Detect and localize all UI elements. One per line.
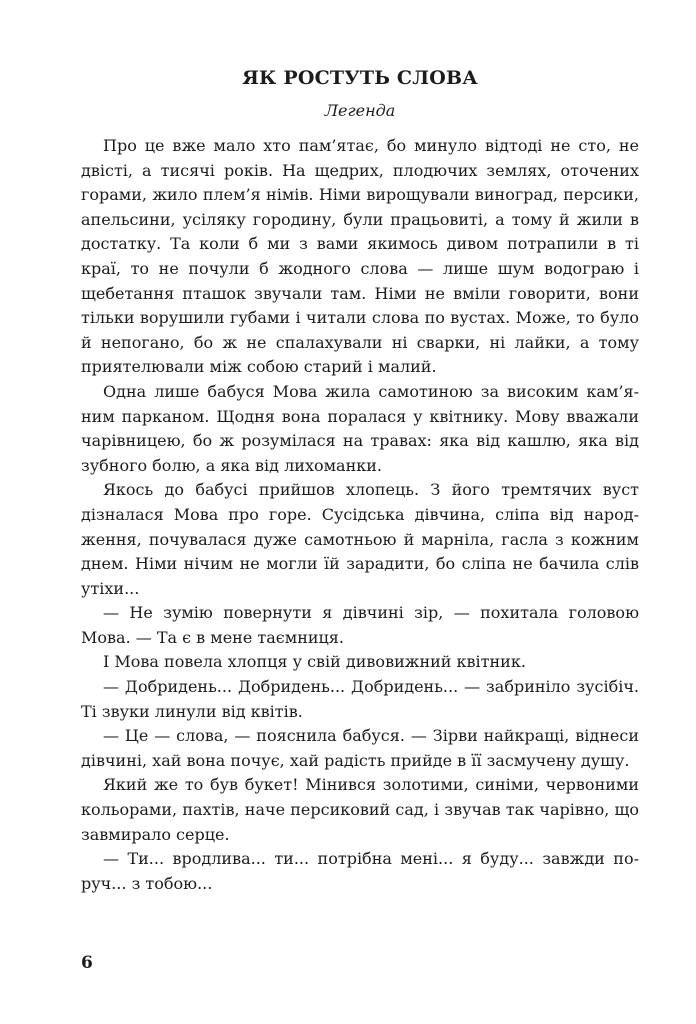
paragraph: Про це вже мало хто пам’ятає, бо минуло відтоді не сто, не двісті, а тисячі років. На щедрих, плодючих землях, оточених горами, жило плем’я німів. Німи вирощували виноград, персики, апельсини, усіляку городину, були працьовиті, а тому й жили в достатку. Та коли б ми з вами якимось дивом потрапили в ті краї, то не почули б жодного слова — лише шум водограю і щебетання пташок звучали там. Німи не вміли говорити, вони тільки ворушили губами і читали слова по вустах. Може, то було й непогано, бо ж не спалахували ні сварки, ні лайки, а тому приятелювали між собою старий і малий.: [81, 136, 639, 377]
paragraph: — Ти... вродлива... ти... потрібна мені... я буду... завжди поруч... з тобою...: [81, 849, 639, 893]
paragraph: Якось до бабусі прийшов хлопець. З його тремтячих вуст дізналася Мова про горе. Сусідська дівчина, сліпа від народження, почувалася дуже самотньою й марніла, гасла з кожним днем. Німи нічим не могли їй зарадити, бо сліпа не бачила слів утіхи...: [81, 480, 639, 598]
story-title: ЯК РОСТУТЬ СЛОВА: [242, 67, 478, 89]
paragraph: — Це — слова, — пояснила бабуся. — Зірви найкращі, віднеси дівчині, хай вона почує, хай радість прийде в її засмучену душу.: [81, 726, 639, 770]
paragraph: Одна лише бабуся Мова жила самотиною за високим кам’яним парканом. Щодня вона поралася у квітнику. Мову вважали чарівницею, бо ж розумілася на травах: яка від кашлю, яка від зубного болю, а яка від лихоманки.: [81, 381, 639, 475]
paragraph: — Добридень... Добридень... Добридень... — забриніло зусібіч. Ті звуки линули від квітів.: [81, 677, 639, 721]
page-number: 6: [81, 953, 93, 973]
story-subtitle: Легенда: [324, 101, 396, 120]
paragraph: — Не зумію повернути я дівчині зір, — похитала головою Мова. — Та є в мене таємниця.: [81, 603, 639, 647]
paragraph: І Мова повела хлопця у свій дивовижний квітник.: [103, 652, 526, 672]
story-body: [81, 134, 639, 896]
paragraph: Який же то був букет! Мінився золотими, синіми, червоними кольорами, пахтів, наче персиковий сад, і звучав так чарівно, що завмирало серце.: [81, 775, 639, 844]
page-content: [81, 64, 639, 896]
